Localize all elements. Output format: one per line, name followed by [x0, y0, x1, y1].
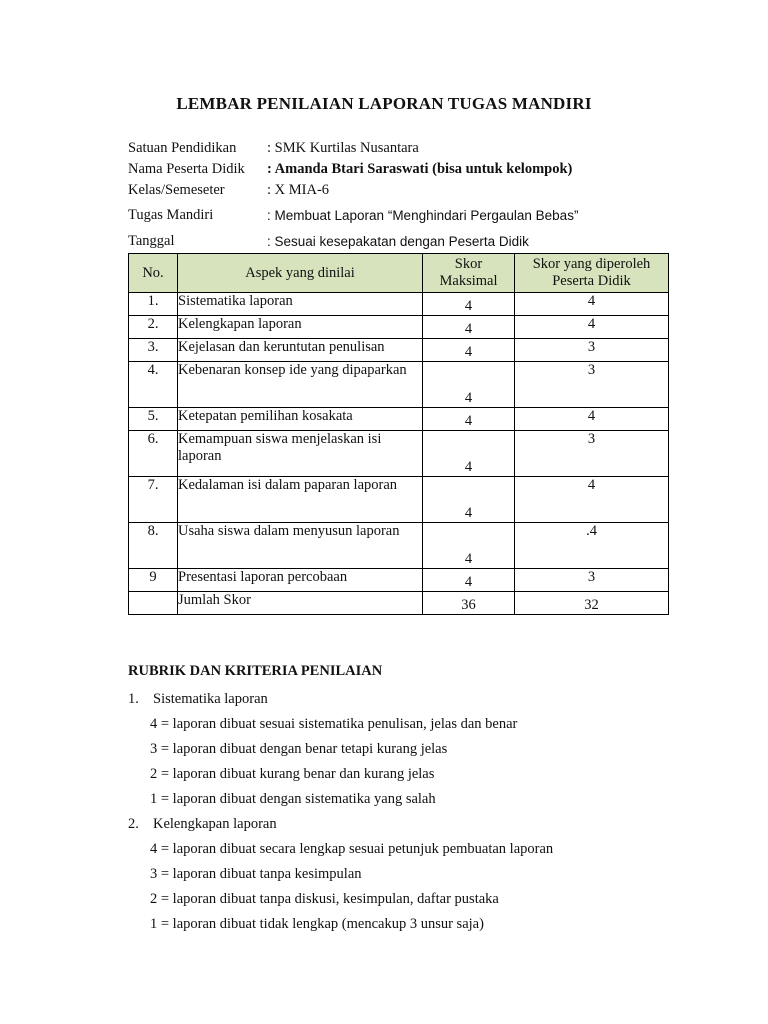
rubric-section — [128, 660, 688, 937]
rubric-list — [128, 687, 688, 937]
table-row — [129, 293, 669, 316]
total-obtained-score: 32 — [515, 592, 669, 615]
score-table — [128, 253, 669, 615]
header-got-line1: Skor yang diperoleh — [532, 256, 651, 272]
cell-aspect: Sistematika laporan — [178, 293, 423, 316]
info-value: : SMK Kurtilas Nusantara — [267, 140, 419, 156]
page-title: LEMBAR PENILAIAN LAPORAN TUGAS MANDIRI — [176, 94, 592, 113]
info-label: Nama Peserta Didik — [128, 161, 245, 177]
rubric-item-number: 2. — [128, 816, 139, 832]
table-row — [129, 523, 669, 569]
cell-obtained-score: 3 — [515, 569, 669, 592]
cell-no: 1. — [129, 293, 178, 316]
table-header-row — [129, 254, 669, 293]
cell-aspect: Kemampuan siswa menjelaskan isi laporan — [178, 431, 423, 477]
cell-aspect: Kedalaman isi dalam paparan laporan — [178, 477, 423, 523]
cell-max-score: 4 — [423, 408, 515, 431]
cell-no: 6. — [129, 431, 178, 477]
cell-empty — [129, 592, 178, 615]
rubric-item-label: Kelengkapan laporan — [153, 816, 277, 832]
cell-obtained-score: 3 — [515, 339, 669, 362]
info-label: Tugas Mandiri — [128, 207, 214, 223]
header-max-line2: Maksimal — [439, 273, 498, 289]
header-got-line2: Peserta Didik — [552, 273, 631, 289]
cell-obtained-score: .4 — [515, 523, 669, 569]
rubric-criterion: 2 = laporan dibuat kurang benar dan kurang jelas — [150, 766, 435, 782]
info-label: Tanggal — [128, 233, 175, 249]
rubric-title: RUBRIK DAN KRITERIA PENILAIAN — [128, 663, 383, 679]
cell-no: 9 — [129, 569, 178, 592]
cell-no: 5. — [129, 408, 178, 431]
info-value: : Sesuai kesepakatan dengan Peserta Didik — [267, 234, 529, 249]
total-label: Jumlah Skor — [178, 592, 423, 615]
info-row — [128, 205, 688, 226]
info-row — [128, 231, 688, 252]
table-row — [129, 362, 669, 408]
cell-max-score: 4 — [423, 477, 515, 523]
header-max-line1: Skor — [454, 256, 483, 272]
rubric-criterion: 1 = laporan dibuat tidak lengkap (mencakup 3 unsur saja) — [150, 916, 484, 932]
info-row — [128, 159, 688, 180]
cell-obtained-score: 4 — [515, 477, 669, 523]
rubric-criterion: 1 = laporan dibuat dengan sistematika yang salah — [150, 791, 436, 807]
student-info — [128, 138, 688, 252]
cell-aspect: Usaha siswa dalam menyusun laporan — [178, 523, 423, 569]
cell-max-score: 4 — [423, 431, 515, 477]
cell-max-score: 4 — [423, 523, 515, 569]
cell-obtained-score: 4 — [515, 316, 669, 339]
rubric-item-label: Sistematika laporan — [153, 691, 268, 707]
cell-max-score: 4 — [423, 362, 515, 408]
cell-obtained-score: 4 — [515, 293, 669, 316]
rubric-item — [128, 812, 688, 837]
table-row — [129, 408, 669, 431]
cell-max-score: 4 — [423, 293, 515, 316]
cell-max-score: 4 — [423, 316, 515, 339]
cell-no: 2. — [129, 316, 178, 339]
cell-aspect: Kelengkapan laporan — [178, 316, 423, 339]
cell-aspect: Presentasi laporan percobaan — [178, 569, 423, 592]
cell-aspect: Ketepatan pemilihan kosakata — [178, 408, 423, 431]
rubric-criterion: 4 = laporan dibuat sesuai sistematika penulisan, jelas dan benar — [150, 716, 518, 732]
cell-obtained-score: 3 — [515, 431, 669, 477]
cell-obtained-score: 4 — [515, 408, 669, 431]
cell-no: 7. — [129, 477, 178, 523]
cell-max-score: 4 — [423, 339, 515, 362]
rubric-item — [128, 687, 688, 712]
info-value: : Amanda Btari Saraswati (bisa untuk kelompok) — [267, 161, 573, 177]
total-max-score: 36 — [423, 592, 515, 615]
cell-aspect: Kebenaran konsep ide yang dipaparkan — [178, 362, 423, 408]
info-label: Kelas/Semeseter — [128, 182, 225, 198]
info-row — [128, 138, 688, 159]
info-row — [128, 180, 688, 201]
cell-no: 4. — [129, 362, 178, 408]
header-no: No. — [129, 254, 178, 293]
info-label: Satuan Pendidikan — [128, 140, 237, 156]
cell-no: 8. — [129, 523, 178, 569]
rubric-criterion: 3 = laporan dibuat tanpa kesimpulan — [150, 866, 362, 882]
table-row — [129, 477, 669, 523]
rubric-item-number: 1. — [128, 691, 139, 707]
info-value: : X MIA-6 — [267, 182, 330, 198]
cell-obtained-score: 3 — [515, 362, 669, 408]
table-row — [129, 316, 669, 339]
cell-aspect: Kejelasan dan keruntutan penulisan — [178, 339, 423, 362]
rubric-criterion: 2 = laporan dibuat tanpa diskusi, kesimpulan, daftar pustaka — [150, 891, 499, 907]
header-aspect: Aspek yang dinilai — [178, 254, 423, 293]
rubric-criterion: 4 = laporan dibuat secara lengkap sesuai petunjuk pembuatan laporan — [150, 841, 554, 857]
header-obtained-score — [515, 254, 669, 293]
table-row — [129, 339, 669, 362]
table-total-row — [129, 592, 669, 615]
cell-max-score: 4 — [423, 569, 515, 592]
info-value: : Membuat Laporan “Menghindari Pergaulan Bebas” — [267, 208, 579, 223]
header-max-score — [423, 254, 515, 293]
rubric-criterion: 3 = laporan dibuat dengan benar tetapi kurang jelas — [150, 741, 448, 757]
table-row — [129, 569, 669, 592]
cell-no: 3. — [129, 339, 178, 362]
table-row — [129, 431, 669, 477]
